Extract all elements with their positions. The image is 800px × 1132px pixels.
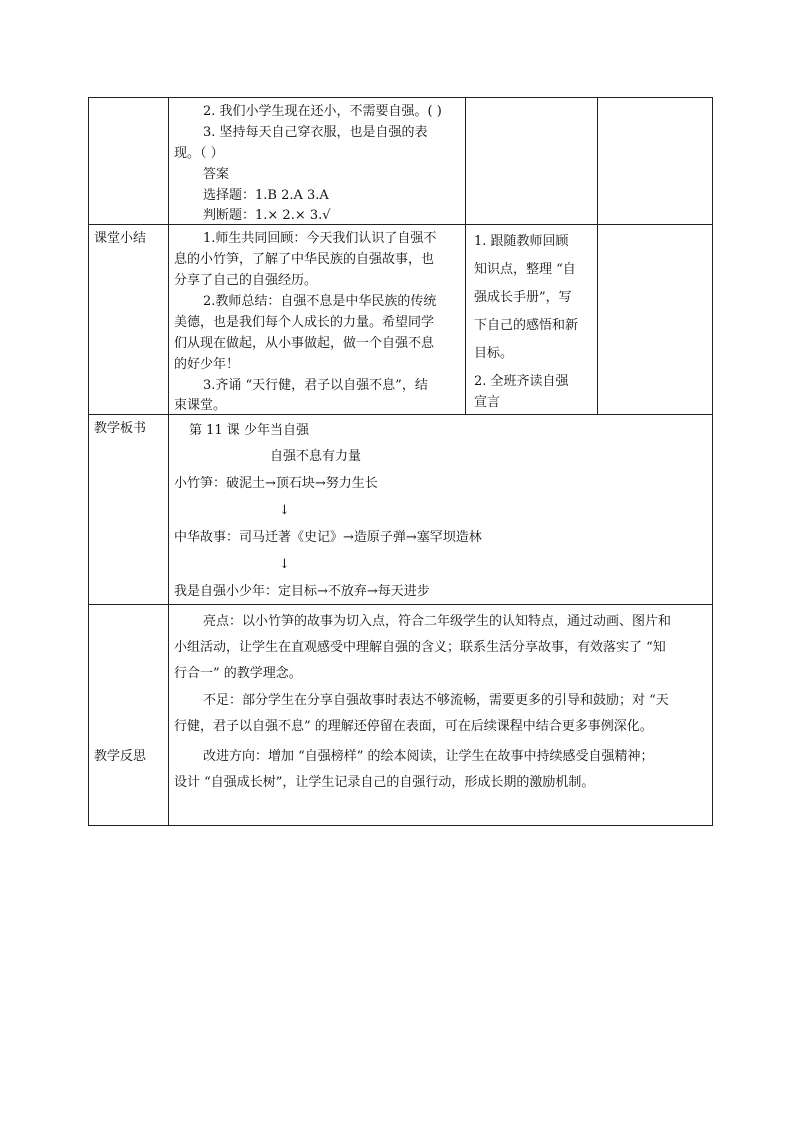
reflection-line: 改进方向：增加 “自强榜样” 的绘本阅读，让学生在故事中持续感受自强精神； bbox=[203, 749, 654, 764]
answer-line: 判断题：1.× 2.× 3.√ bbox=[203, 208, 331, 223]
column-border bbox=[88, 97, 89, 826]
column-border bbox=[465, 97, 466, 415]
row-border bbox=[88, 224, 713, 225]
board-flow-line: 中华故事：司马迁著《史记》→造原子弹→塞罕坝造林 bbox=[174, 530, 482, 545]
quiz-line: 3. 坚持每天自己穿衣服，也是自强的表 bbox=[203, 125, 428, 140]
row-label-reflection: 教学反思 bbox=[94, 749, 147, 764]
student-line: 强成长手册”，写 bbox=[474, 290, 572, 305]
lesson-title: 第 11 课 少年当自强 bbox=[189, 423, 309, 438]
teacher-line: 息的小竹笋，了解了中华民族的自强故事，也 bbox=[174, 252, 435, 267]
quiz-line: 现。（ ） bbox=[174, 146, 224, 161]
reflection-line: 行合一” 的教学理念。 bbox=[174, 666, 302, 681]
student-line: 知识点，整理 “自 bbox=[474, 262, 576, 277]
teacher-line: 的好少年！ bbox=[174, 357, 240, 372]
student-line: 2. 全班齐读自强 bbox=[474, 374, 569, 389]
teacher-line: 1.师生共同回顾：今天我们认识了自强不 bbox=[203, 231, 437, 246]
student-line: 宣言 bbox=[474, 395, 501, 410]
reflection-line: 行健，君子以自强不息” 的理解还停留在表面，可在后续课程中结合更多事例深化。 bbox=[174, 719, 653, 734]
column-border bbox=[597, 97, 598, 415]
student-line: 下自己的感悟和新 bbox=[474, 318, 579, 333]
board-heading: 自强不息有力量 bbox=[270, 449, 362, 464]
row-label-summary: 课堂小结 bbox=[94, 231, 147, 246]
row-border bbox=[88, 604, 713, 605]
row-border bbox=[88, 825, 713, 826]
row-label-blackboard: 教学板书 bbox=[94, 421, 147, 436]
row-border bbox=[88, 97, 713, 98]
answer-line: 选择题：1.B 2.A 3.A bbox=[203, 188, 329, 203]
teacher-line: 3.齐诵 “天行健，君子以自强不息”，结 bbox=[203, 378, 428, 393]
board-flow-line: 小竹笋：破泥土→顶石块→努力生长 bbox=[174, 476, 378, 491]
reflection-line: 小组活动，让学生在直观感受中理解自强的含义；联系生活分享故事，有效落实了 “知 bbox=[174, 640, 666, 655]
teacher-line: 美德，也是我们每个人成长的力量。希望同学 bbox=[174, 315, 435, 330]
reflection-line: 亮点：以小竹笋的故事为切入点，符合二年级学生的认知特点，通过动画、图片和 bbox=[203, 614, 672, 629]
answer-heading: 答案 bbox=[203, 167, 230, 182]
teacher-line: 分享了自己的自强经历。 bbox=[174, 273, 318, 288]
teacher-line: 束课堂。 bbox=[174, 398, 227, 413]
board-flow-line: 我是自强小少年：定目标→不放弃→每天进步 bbox=[174, 584, 430, 599]
teacher-line: 2.教师总结：自强不息是中华民族的传统 bbox=[203, 294, 437, 309]
student-line: 1. 跟随教师回顾 bbox=[474, 234, 569, 249]
teacher-line: 们从现在做起，从小事做起，做一个自强不息 bbox=[174, 336, 435, 351]
reflection-line: 设计 “自强成长树”，让学生记录自己的自强行动，形成长期的激励机制。 bbox=[174, 775, 595, 790]
down-arrow: ↓ bbox=[279, 503, 290, 518]
column-border bbox=[168, 97, 169, 826]
quiz-line: 2. 我们小学生现在还小，不需要自强。( ) bbox=[203, 104, 442, 119]
student-line: 目标。 bbox=[474, 346, 514, 361]
column-border bbox=[712, 97, 713, 826]
reflection-line: 不足：部分学生在分享自强故事时表达不够流畅，需要更多的引导和鼓励；对 “天 bbox=[203, 693, 669, 708]
down-arrow: ↓ bbox=[279, 557, 290, 572]
